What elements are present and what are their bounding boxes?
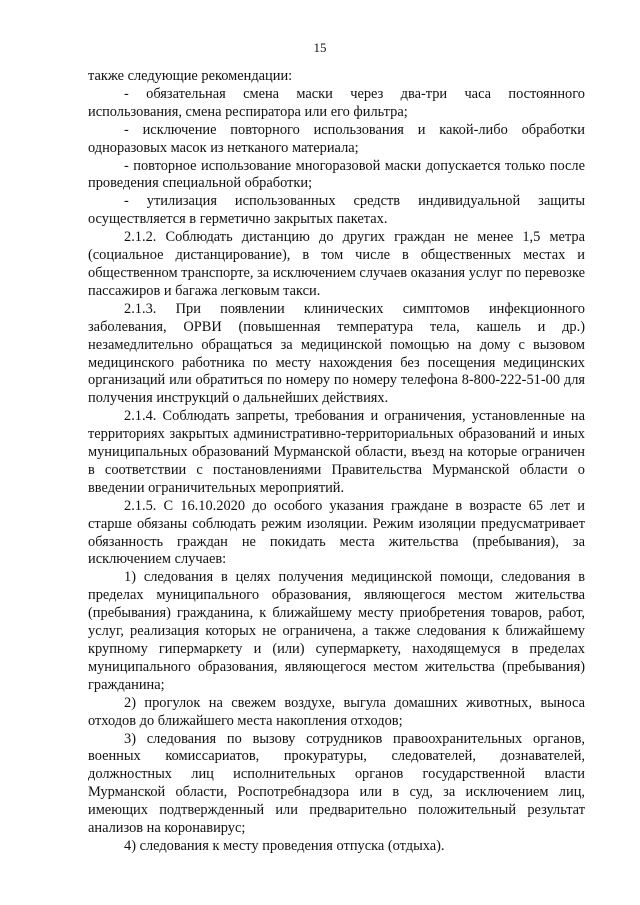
paragraph-bullet-disposal: - утилизация использованных средств индивидуальной защиты осуществляется в герметично закрытых пакетах. <box>88 193 585 228</box>
paragraph-2-1-3: 2.1.3. При появлении клинических симптомов инфекционного заболевания, ОРВИ (повышенная температура тела, кашель и др.) незамедлительно обращаться за медицинской помощью на дому с вызовом медицинского работника по месту нахождения без посещения медицинских организаций или обратиться по номеру по номеру телефона 8-800-222-51-00 для получения инструкций о дальнейших действиях. <box>88 300 585 407</box>
paragraph-bullet-no-reuse: - исключение повторного использования и какой-либо обработки одноразовых масок из нетканого материала; <box>88 121 585 156</box>
paragraph-intro: также следующие рекомендации: <box>88 68 293 84</box>
paragraph-2-1-4: 2.1.4. Соблюдать запреты, требования и ограничения, установленные на территориях закрытых административно-территориальных образований и иных муниципальных образований Мурманской области, въезд на которые ограничен в соответствии с постановлениями Правительства Мурманской области о введении ограничительных мероприятий. <box>88 408 585 496</box>
paragraph-2-1-5: 2.1.5. С 16.10.2020 до особого указания граждане в возрасте 65 лет и старше обязаны соблюдать режим изоляции. Режим изоляции предусматривает обязанность граждан не покидать места жительства (пребывания), за исключением случаев: <box>88 497 585 568</box>
list-item-1: 1) следования в целях получения медицинской помощи, следования в пределах муниципального образования, являющегося местом жительства (пребывания) гражданина, к ближайшему месту приобретения товаров, работ, услуг, реализация которых не ограничена, а также следования к ближайшему крупному гипермаркету и (или) супермаркету, находящемуся в пределах муниципального образования, являющегося местом жительства (пребывания) гражданина; <box>88 569 585 693</box>
list-item-4: 4) следования к месту проведения отпуска (отдыха). <box>124 837 445 854</box>
list-item-2: 2) прогулок на свежем воздухе, выгула домашних животных, выноса отходов до ближайшего места накопления отходов; <box>88 694 585 729</box>
paragraph-bullet-reusable-mask: - повторное использование многоразовой маски допускается только после проведения специальной обработки; <box>88 157 585 192</box>
page-number: 15 <box>313 40 327 55</box>
document-body <box>88 68 585 856</box>
paragraph-2-1-2: 2.1.2. Соблюдать дистанцию до других граждан не менее 1,5 метра (социальное дистанцирование), в том числе в общественных местах и общественном транспорте, за исключением случаев оказания услуг по перевозке пассажиров и багажа легковым такси. <box>88 229 585 299</box>
paragraph-bullet-mask-change: - обязательная смена маски через два-три часа постоянного использования, смена респиратора или его фильтра; <box>88 85 585 120</box>
list-item-3: 3) следования по вызову сотрудников правоохранительных органов, военных комиссариатов, прокуратуры, следователей, дознавателей, должностных лиц исполнительных органов государственной власти Мурманской области, Роспотребнадзора или в суд, за исключением лиц, имеющих подтвержденный или предварительно положительный результат анализов на коронавирус; <box>88 730 585 837</box>
